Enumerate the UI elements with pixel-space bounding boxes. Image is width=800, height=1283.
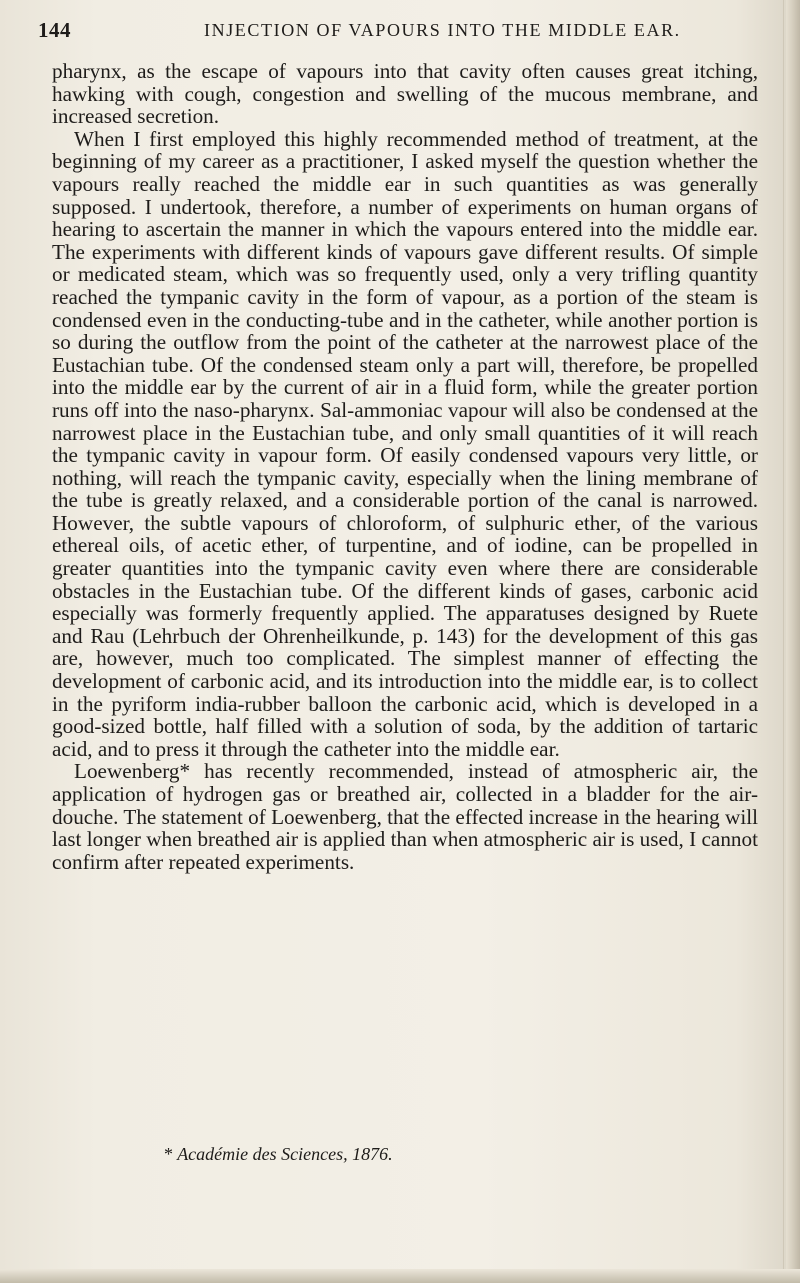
running-title: INJECTION OF VAPOURS INTO THE MIDDLE EAR. xyxy=(204,20,681,40)
footnote xyxy=(164,1144,393,1165)
paragraph-1: pharynx, as the escape of vapours into that cavity often causes great itching, hawking with cough, congestion and swelling of the mucous membrane, and increased secretion. xyxy=(52,59,758,129)
footnote-text: Académie des Sciences, 1876. xyxy=(177,1144,393,1164)
paragraph-2: When I first employed this highly recommended method of treatment, at the beginning of my career as a practitioner, I asked myself the question whether the vapours really reached the middle ear in such quantities as was generally supposed. I undertook, therefore, a number of experiments on human organs of hearing to ascertain the manner in which the vapours entered into the middle ear. The experiments with different kinds of vapours gave different results. Of simple or medicated steam, which was so frequently used, only a very trifling quantity reached the tympanic cavity in the form of vapour, as a portion of the steam is condensed even in the conducting-tube and in the catheter, while another portion is so during the outflow from the point of the catheter at the narrowest place of the Eustachian tube. Of the condensed steam only a part will, therefore, be propelled into the middle ear by the current of air in a fluid form, while the greater portion runs off into the naso-pharynx. Sal-ammoniac vapour will also be condensed at the narrowest place in the Eustachian tube, and only small quantities of it will reach the tympanic cavity in vapour form. Of easily condensed vapours very little, or nothing, will reach the tympanic cavity, especially when the lining membrane of the tube is greatly relaxed, and a considerable portion of the canal is narrowed. However, the subtle vapours of chloroform, of sulphuric ether, of the various ethereal oils, of acetic ether, of turpentine, and of iodine, can be propelled in greater quantities into the tympanic cavity even where there are considerable obstacles in the Eustachian tube. Of the different kinds of gases, carbonic acid especially was formerly frequently applied. The apparatuses designed by Ruete and Rau (Lehrbuch der Ohrenheilkunde, p. 143) for the development of this gas are, however, much too complicated. The simplest manner of effecting the development of carbonic acid, and its introduction into the middle ear, is to collect in the pyriform india-rubber balloon the carbonic acid, which is developed in a good-sized bottle, half filled with a solution of soda, by the addition of tartaric acid, and to press it through the catheter into the middle ear. xyxy=(52,126,758,761)
paragraph-3: Loewenberg* has recently recommended, instead of atmospheric air, the application of hydrogen gas or breathed air, collected in a bladder for the air-douche. The statement of Loewenberg, that the effected increase in the hearing will last longer when breathed air is applied than when atmospheric air is used, I cannot confirm after repeated experiments. xyxy=(52,759,758,874)
page-edge-shadow xyxy=(786,0,800,1283)
running-head xyxy=(38,18,758,54)
page-bottom-shadow xyxy=(0,1269,800,1283)
body-text xyxy=(52,60,758,873)
footnote-marker: * xyxy=(164,1144,173,1164)
page-edge-line xyxy=(783,0,784,1283)
page-number: 144 xyxy=(38,18,71,42)
